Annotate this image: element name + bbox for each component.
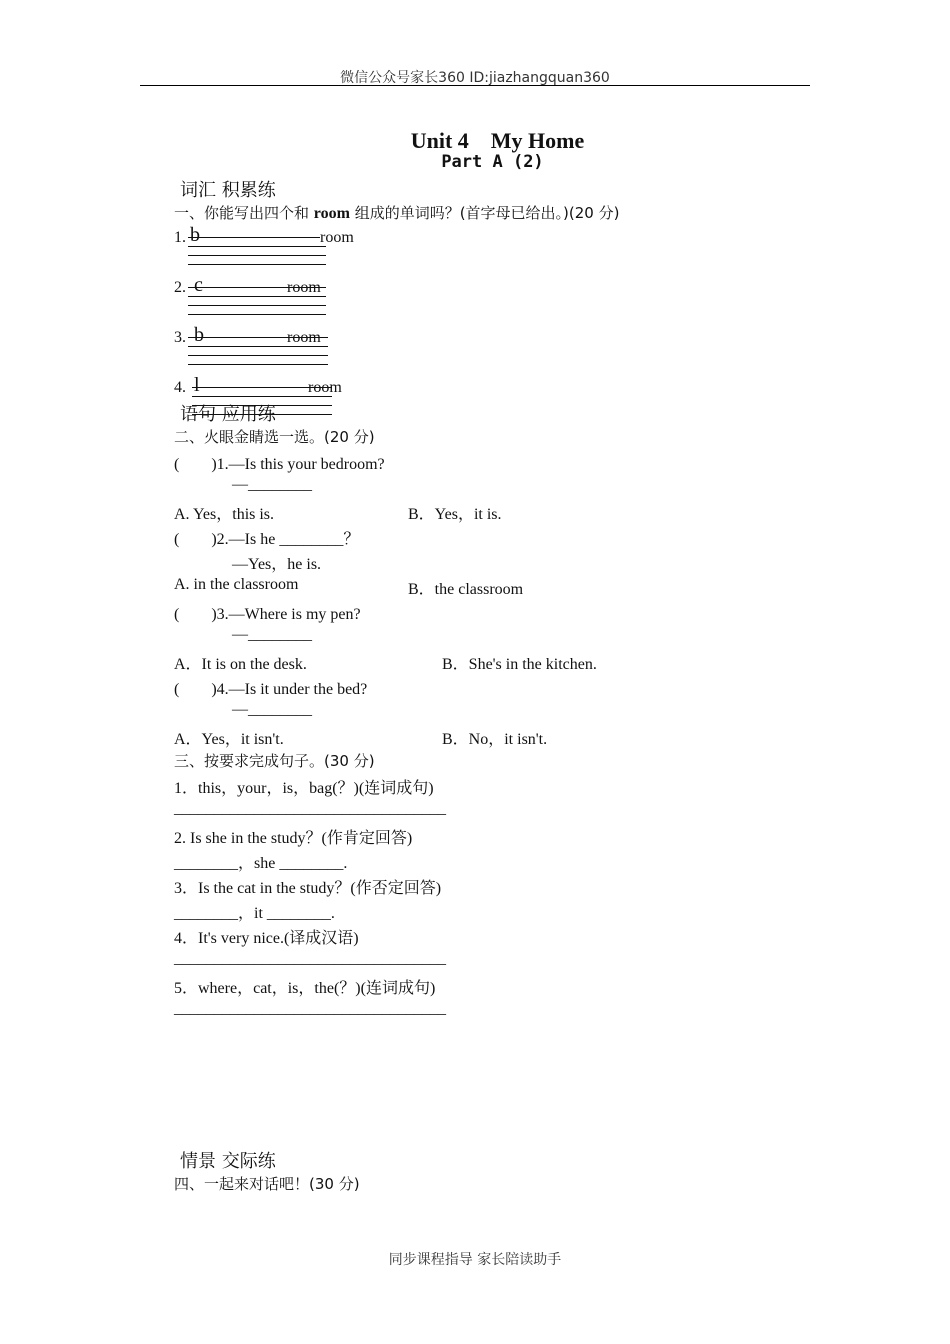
section4-instruction: 四、一起来对话吧！(30 分) <box>174 1175 360 1193</box>
vocab-item-1-letter: b <box>190 224 200 246</box>
writing-line <box>188 255 326 256</box>
vocab-item-2-number: 2. <box>174 279 186 296</box>
writing-line <box>188 264 326 265</box>
task-2-answer-line: ________，she ________. <box>174 855 348 872</box>
task-4: 4．It's very nice.(译成汉语) <box>174 930 359 947</box>
question-1-answer: —________ <box>232 476 312 493</box>
question-1-option-b: B．Yes，it is. <box>408 506 502 523</box>
section2-instruction: 二、火眼金睛选一选。(20 分) <box>174 428 375 446</box>
writing-line <box>192 396 332 397</box>
question-4-option-a: A．Yes，it isn't. <box>174 731 284 748</box>
writing-line <box>188 246 326 247</box>
page-title: Unit 4 My Home <box>410 128 585 153</box>
instruction-suffix: 组成的单词吗？(首字母已给出。)(20 分) <box>349 204 620 222</box>
vocab-item-3-number: 3. <box>174 329 186 346</box>
section4-heading: 情景 交际练 <box>180 1151 276 1172</box>
question-2-option-a: A. in the classroom <box>174 576 299 593</box>
vocab-item-2-suffix: room <box>287 279 321 296</box>
vocab-item-1-suffix: room <box>320 229 354 246</box>
task-2: 2. Is she in the study？(作肯定回答) <box>174 830 413 847</box>
task-4-answer-line: __________________________________ <box>174 950 446 967</box>
writing-line <box>188 314 326 315</box>
instruction-prefix: 一、你能写出四个和 <box>174 204 314 222</box>
question-4: ( )4.—Is it under the bed? <box>174 681 368 698</box>
page-footer: 同步课程指导 家长陪读助手 <box>388 1252 562 1268</box>
writing-line <box>188 346 328 347</box>
task-5: 5．where，cat，is，the(？)(连词成句) <box>174 980 436 997</box>
writing-line <box>188 237 320 238</box>
vocab-item-3-letter: b <box>194 324 204 346</box>
page-header: 微信公众号家长360 ID:jiazhangquan360 <box>340 70 610 86</box>
question-3-answer: —________ <box>232 626 312 643</box>
vocab-item-2-letter: c <box>194 274 203 296</box>
task-3-answer-line: ________，it ________. <box>174 905 335 922</box>
question-2-option-b: B．the classroom <box>408 581 524 598</box>
task-3: 3．Is the cat in the study？(作否定回答) <box>174 880 442 897</box>
writing-line <box>188 337 328 338</box>
writing-line <box>188 355 328 356</box>
vocab-item-4-letter: l <box>194 374 200 396</box>
vocab-item-4-number: 4. <box>174 379 186 396</box>
task-5-answer-line: __________________________________ <box>174 1000 446 1017</box>
question-2-answer: —Yes，he is. <box>232 556 322 573</box>
question-2: ( )2.—Is he ________？ <box>174 531 360 548</box>
writing-line <box>188 364 328 365</box>
page-subtitle: Part A (2) <box>441 152 544 172</box>
question-3-option-b: B．She's in the kitchen. <box>442 656 597 673</box>
writing-line <box>188 305 326 306</box>
question-3: ( )3.—Where is my pen? <box>174 606 361 623</box>
section1-heading: 词汇 积累练 <box>180 180 276 201</box>
question-1-option-a: A. Yes，this is. <box>174 506 275 523</box>
question-4-answer: —________ <box>232 701 312 718</box>
writing-line <box>192 387 332 388</box>
header-divider <box>140 85 810 86</box>
writing-line <box>188 287 326 288</box>
question-1: ( )1.—Is this your bedroom? <box>174 456 385 473</box>
section1-instruction <box>174 202 619 223</box>
question-4-option-b: B．No，it isn't. <box>442 731 548 748</box>
vocab-item-4-suffix: room <box>308 379 342 396</box>
section3-instruction: 三、按要求完成句子。(30 分) <box>174 752 375 770</box>
writing-line <box>188 296 326 297</box>
task-1: 1．this，your，is，bag(？)(连词成句) <box>174 780 434 797</box>
vocab-item-3-suffix: room <box>287 329 321 346</box>
task-1-answer-line: __________________________________ <box>174 800 446 817</box>
question-3-option-a: A．It is on the desk. <box>174 656 307 673</box>
section2-heading: 语句 应用练 <box>180 404 276 425</box>
vocab-item-1-number: 1. <box>174 229 186 246</box>
instruction-bold-word: room <box>313 205 350 222</box>
